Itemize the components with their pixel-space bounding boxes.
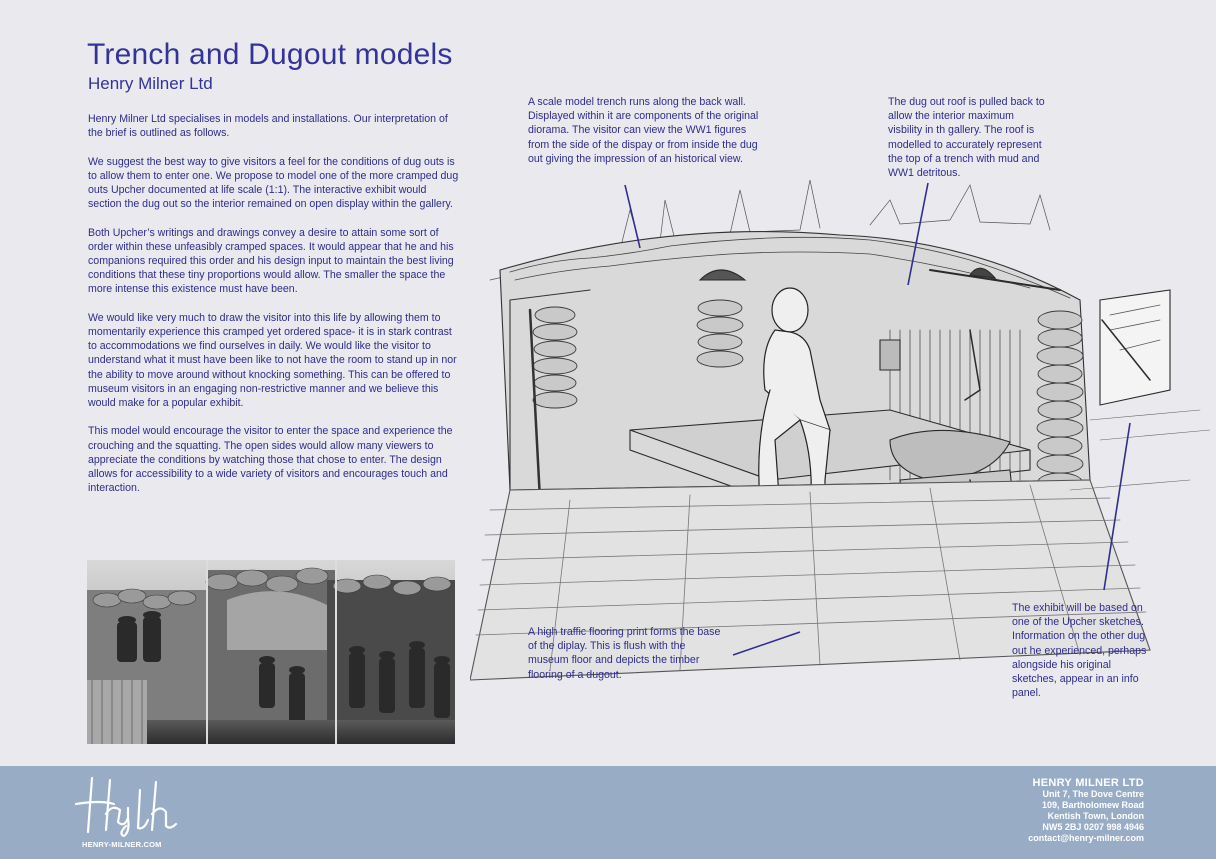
paragraph-2: We suggest the best way to give visitors a feel for the conditions of dug outs is to allow them to enter one. We propose to model one of the more cramped dug outs Upcher documented at life scale (1:1). The interactive exhibit would section the dug out so the interior remained on open display within the gallery. — [88, 155, 459, 211]
paragraph-3: Both Upcher’s writings and drawings convey a desire to attain some sort of order within these unfeasibly cramped spaces. It would appear that he and his companions required this order and his design input to maintain the best living conditions that these tiny proportions would allow. The smaller the space the more intense this existence must have been. — [88, 226, 454, 296]
page-title: Trench and Dugout models — [87, 38, 453, 71]
address-line-3: Kentish Town, London — [1047, 811, 1144, 821]
logo-website: HENRY-MILNER.COM — [82, 840, 162, 849]
paragraph-4: We would like very much to draw the visitor into this life by allowing them to momentarily experience this cramped yet ordered space- it is in stark contrast to accommodations we find ourselves in daily. We would like the visitor to understand what it must have been like to not have the room to stand up in nor the ability to move around without knocking something. This can be offered to museum visitors in an engaging non-restrictive manner and we believe this would make for a popular exhibit. — [88, 311, 457, 410]
paragraph-5: This model would encourage the visitor to enter the space and experience the crouching and the squatting. The open sides would allow many viewers to appreciate the conditions by watching those that chose to enter. The design allows for accessibility to a wide variety of visitors and encourages touch and interaction. — [88, 425, 453, 495]
postcode-phone: NW5 2BJ 0207 998 4946 — [1042, 822, 1144, 832]
address-line-1: Unit 7, The Dove Centre — [1042, 789, 1144, 799]
upcher-callout: The exhibit will be based on one of the Upcher sketches. Information on the other dug out he experienced, perhaps alongside his original sketches, appear in an info panel. — [1012, 602, 1147, 700]
roof-callout: The dug out roof is pulled back to allow the interior maximum visbility in th gallery. The roof is modelled to accurately represent the top of a trench with mud and WW1 detritous. — [888, 96, 1045, 180]
footer — [0, 766, 1216, 859]
trench-callout: A scale model trench runs along the back wall. Displayed within it are components of the original diorama. The visitor can view the WW1 figures from the side of the dispay or from inside the dug out giving the impression of an historical view. — [528, 96, 759, 165]
page-subtitle: Henry Milner Ltd — [88, 74, 213, 93]
flooring-callout: A high traffic flooring print forms the base of the diplay. This is flush with the museum floor and depicts the timber flooring of a dugout. — [528, 626, 721, 681]
address-line-2: 109, Bartholomew Road — [1041, 800, 1144, 810]
intro-text — [88, 112, 460, 510]
henry-milner-logo — [70, 770, 200, 854]
paragraph-1: Henry Milner Ltd specialises in models and installations. Our interpretation of the brief is outlined as follows. — [88, 113, 448, 140]
historical-trench-photo — [87, 560, 455, 744]
contact-block — [1028, 777, 1144, 844]
contact-email: contact@henry-milner.com — [1028, 833, 1144, 843]
company-name: HENRY MILNER LTD — [1032, 777, 1144, 789]
signature-logo-icon — [70, 770, 200, 840]
